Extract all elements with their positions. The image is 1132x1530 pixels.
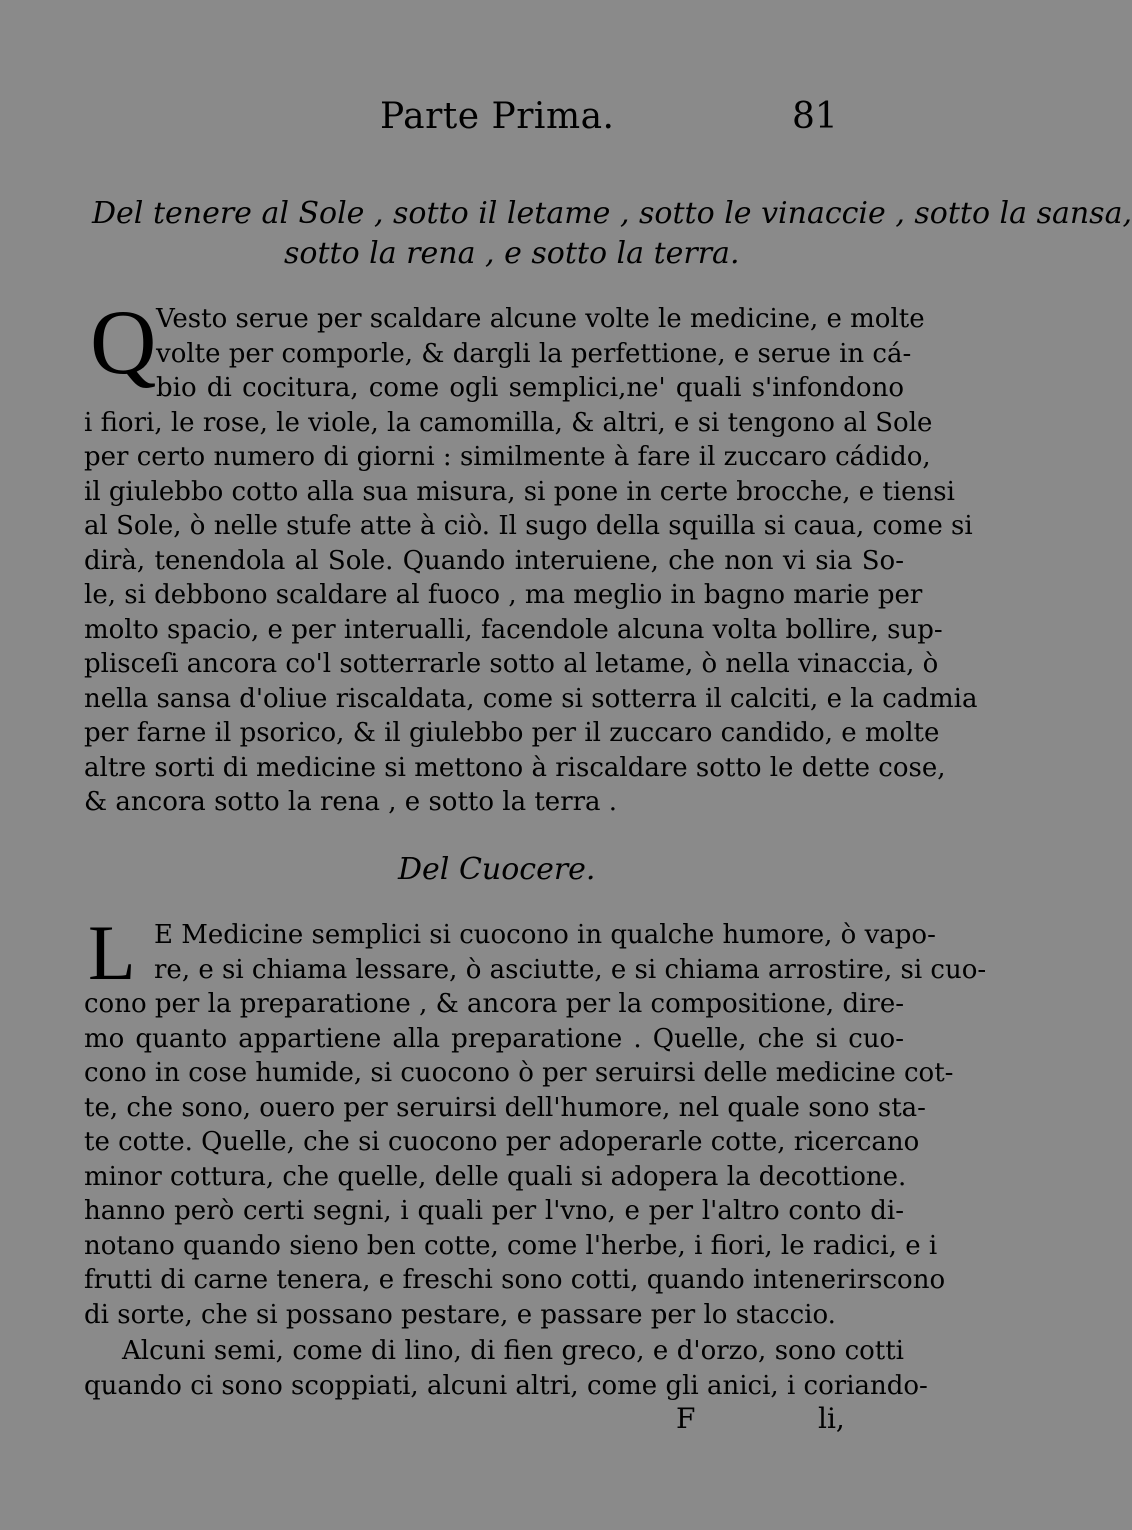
section-heading-line-1: Del tenere al Sole , sotto il letame , sotto le vinaccie , sotto la sansa, (92, 196, 1132, 231)
text-line: dirà, tenendola al Sole. Quando interuiene, che non vi sia So- (84, 545, 904, 576)
paragraph-3 (84, 1334, 928, 1403)
drop-cap: Q (90, 291, 157, 393)
text-line: i fiori, le rose, le viole, la camomilla, & altri, e si tengono al Sole (84, 407, 933, 438)
text-line: volte per comporle, & dargli la perfettione, e serue in cá- (156, 338, 912, 369)
text-line: Alcuni semi, come di lino, di fien greco, e d'orzo, sono cotti (122, 1336, 904, 1366)
text-line: nella sansa d'oliue riscaldata, come si sotterra il calciti, e la cadmia (84, 683, 978, 714)
text-line: per farne il psorico, & il giulebbo per il zuccaro candido, e molte (84, 718, 940, 748)
text-line: frutti di carne tenera, e freschi sono cotti, quando intenerirscono (84, 1265, 946, 1295)
text-line: minor cottura, che quelle, delle quali si adopera la decottione. (84, 1161, 907, 1192)
text-line: & ancora sotto la rena , e sotto la terra . (84, 787, 618, 817)
text-line: cono per la preparatione , & ancora per la compositione, dire- (84, 989, 904, 1019)
text-line: quando ci sono scoppiati, alcuni altri, come gli anici, i coriando- (84, 1370, 928, 1401)
page-number: 81 (792, 96, 838, 137)
text-line: le, si debbono scaldare al fuoco , ma meglio in bagno marie per (84, 580, 923, 610)
text-line: hanno però certi segni, i quali per l'vno, e per l'altro conto di- (84, 1196, 904, 1226)
catchword: li, (818, 1402, 845, 1435)
text-line: re, e si chiama lessare, ò asciutte, e si chiama arrostire, si cuo- (154, 954, 987, 985)
section-heading-line-2: sotto la rena , e sotto la terra. (284, 236, 740, 271)
text-line: molto spacio, e per interualli, facendole alcuna volta bollire, sup- (84, 614, 943, 645)
text-line: bio di cocitura, come ogli semplici,ne' quali s'infondono (156, 373, 904, 403)
text-line: cono in cose humide, si cuocono ò per seruirsi delle medicine cot- (84, 1058, 954, 1088)
text-line: il giulebbo cotto alla sua misura, si pone in certe brocche, e tiensi (84, 476, 955, 507)
signature-mark: F (676, 1402, 696, 1435)
text-line: di sorte, che si possano pestare, e passare per lo staccio. (84, 1299, 836, 1330)
text-line: altre sorti di medicine si mettono à riscaldare sotto le dette cose, (84, 752, 946, 783)
text-line: notano quando sieno ben cotte, come l'herbe, i fiori, le radici, e i (84, 1230, 938, 1261)
section-heading: Del Cuocere. (398, 852, 596, 887)
running-head: Parte Prima. (380, 96, 615, 137)
text-line: al Sole, ò nelle stufe atte à ciò. Il sugo della squilla si caua, come si (84, 511, 973, 541)
text-line: te, che sono, ouero per seruirsi dell'humore, nel quale sono sta- (84, 1092, 926, 1123)
drop-cap: L (88, 909, 136, 996)
paragraph-2 (84, 918, 987, 1332)
text-line: E Medicine semplici si cuocono in qualche humore, ò vapo- (154, 920, 936, 950)
text-line: te cotte. Quelle, che si cuocono per adoperarle cotte, ricercano (84, 1127, 920, 1157)
text-line: plisceſi ancora co'l sotterrarle sotto al letame, ò nella vinaccia, ò (84, 649, 939, 679)
paragraph-1 (84, 302, 978, 820)
text-line: per certo numero di giorni : similmente à fare il zuccaro cádido, (84, 442, 931, 472)
text-line: mo quanto appartiene alla preparatione . Quelle, che si cuo- (84, 1023, 904, 1054)
text-line: Vesto serue per scaldare alcune volte le medicine, e molte (156, 304, 925, 334)
